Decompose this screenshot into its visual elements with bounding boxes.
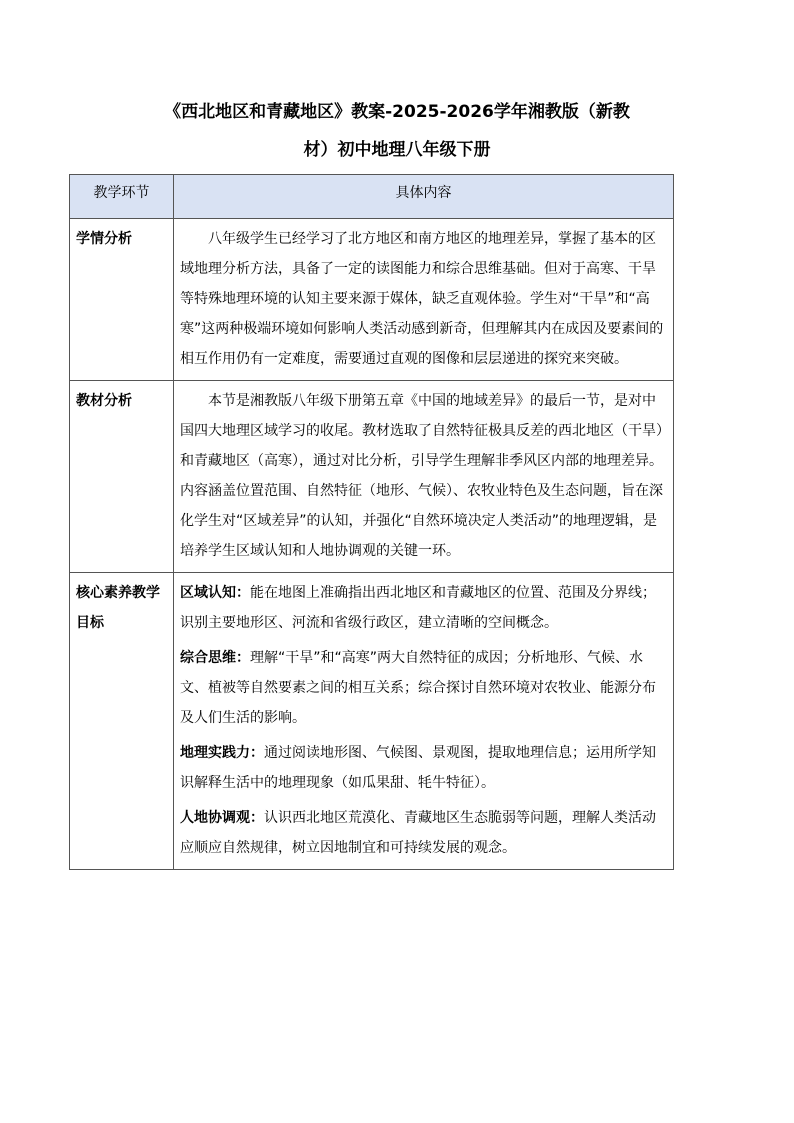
goal-item-geographic-practice	[180, 738, 667, 798]
goal-term: 区域认知：	[180, 585, 250, 601]
document-title-line-2: 材）初中地理八年级下册	[303, 140, 491, 160]
goal-item-integrated-thinking	[180, 643, 667, 733]
row-content-textbook-analysis	[174, 381, 674, 573]
table-header-row	[70, 175, 674, 219]
row-content-core-literacy-goals	[174, 573, 674, 870]
goal-text: 通过阅读地形图、气候图、景观图，提取地理信息；运用所学知识解释生活中的地理现象（如瓜果甜、牦牛特征）。	[180, 745, 656, 791]
row-content-student-analysis	[174, 219, 674, 381]
lesson-plan-table	[69, 174, 674, 870]
table-row-core-literacy-goals	[70, 573, 674, 870]
goal-text: 能在地图上准确指出西北地区和青藏地区的位置、范围及分界线；识别主要地形区、河流和省级行政区，建立清晰的空间概念。	[180, 585, 656, 631]
header-cell-section: 教学环节	[70, 175, 174, 219]
row-label-student-analysis: 学情分析	[70, 219, 174, 381]
goal-item-human-land-coordination	[180, 803, 667, 863]
goal-item-regional-cognition	[180, 578, 667, 638]
row-label-textbook-analysis: 教材分析	[70, 381, 174, 573]
goal-term: 地理实践力：	[180, 745, 264, 761]
goal-term: 人地协调观：	[180, 810, 264, 826]
row-label-core-literacy-goals: 核心素养教学目标	[70, 573, 174, 870]
student-analysis-text: 八年级学生已经学习了北方地区和南方地区的地理差异，掌握了基本的区域地理分析方法，具备了一定的读图能力和综合思维基础。但对于高寒、干旱等特殊地理环境的认知主要来源于媒体，缺乏直观体验。学生对“干旱”和“高寒”这两种极端环境如何影响人类活动感到新奇，但理解其内在成因及要素间的相互作用仍有一定难度，需要通过直观的图像和层层递进的探究来突破。	[180, 231, 664, 367]
textbook-analysis-text: 本节是湘教版八年级下册第五章《中国的地域差异》的最后一节，是对中国四大地理区域学习的收尾。教材选取了自然特征极具反差的西北地区（干旱）和青藏地区（高寒），通过对比分析，引导学生理解非季风区内部的地理差异。内容涵盖位置范围、自然特征（地形、气候）、农牧业特色及生态问题，旨在深化学生对“区域差异”的认知，并强化“自然环境决定人类活动”的地理逻辑，是培养学生区域认知和人地协调观的关键一环。	[180, 393, 663, 559]
goal-text: 理解“干旱”和“高寒”两大自然特征的成因；分析地形、气候、水文、植被等自然要素之间的相互关系；综合探讨自然环境对农牧业、能源分布及人们生活的影响。	[180, 650, 656, 726]
table-row-student-analysis	[70, 219, 674, 381]
header-cell-content: 具体内容	[174, 175, 674, 219]
table-row-textbook-analysis	[70, 381, 674, 573]
goal-term: 综合思维：	[180, 650, 250, 666]
goal-text: 认识西北地区荒漠化、青藏地区生态脆弱等问题，理解人类活动应顺应自然规律，树立因地制宜和可持续发展的观念。	[180, 810, 656, 856]
document-title-line-1: 《西北地区和青藏地区》教案-2025-2026学年湘教版（新教	[164, 102, 630, 122]
